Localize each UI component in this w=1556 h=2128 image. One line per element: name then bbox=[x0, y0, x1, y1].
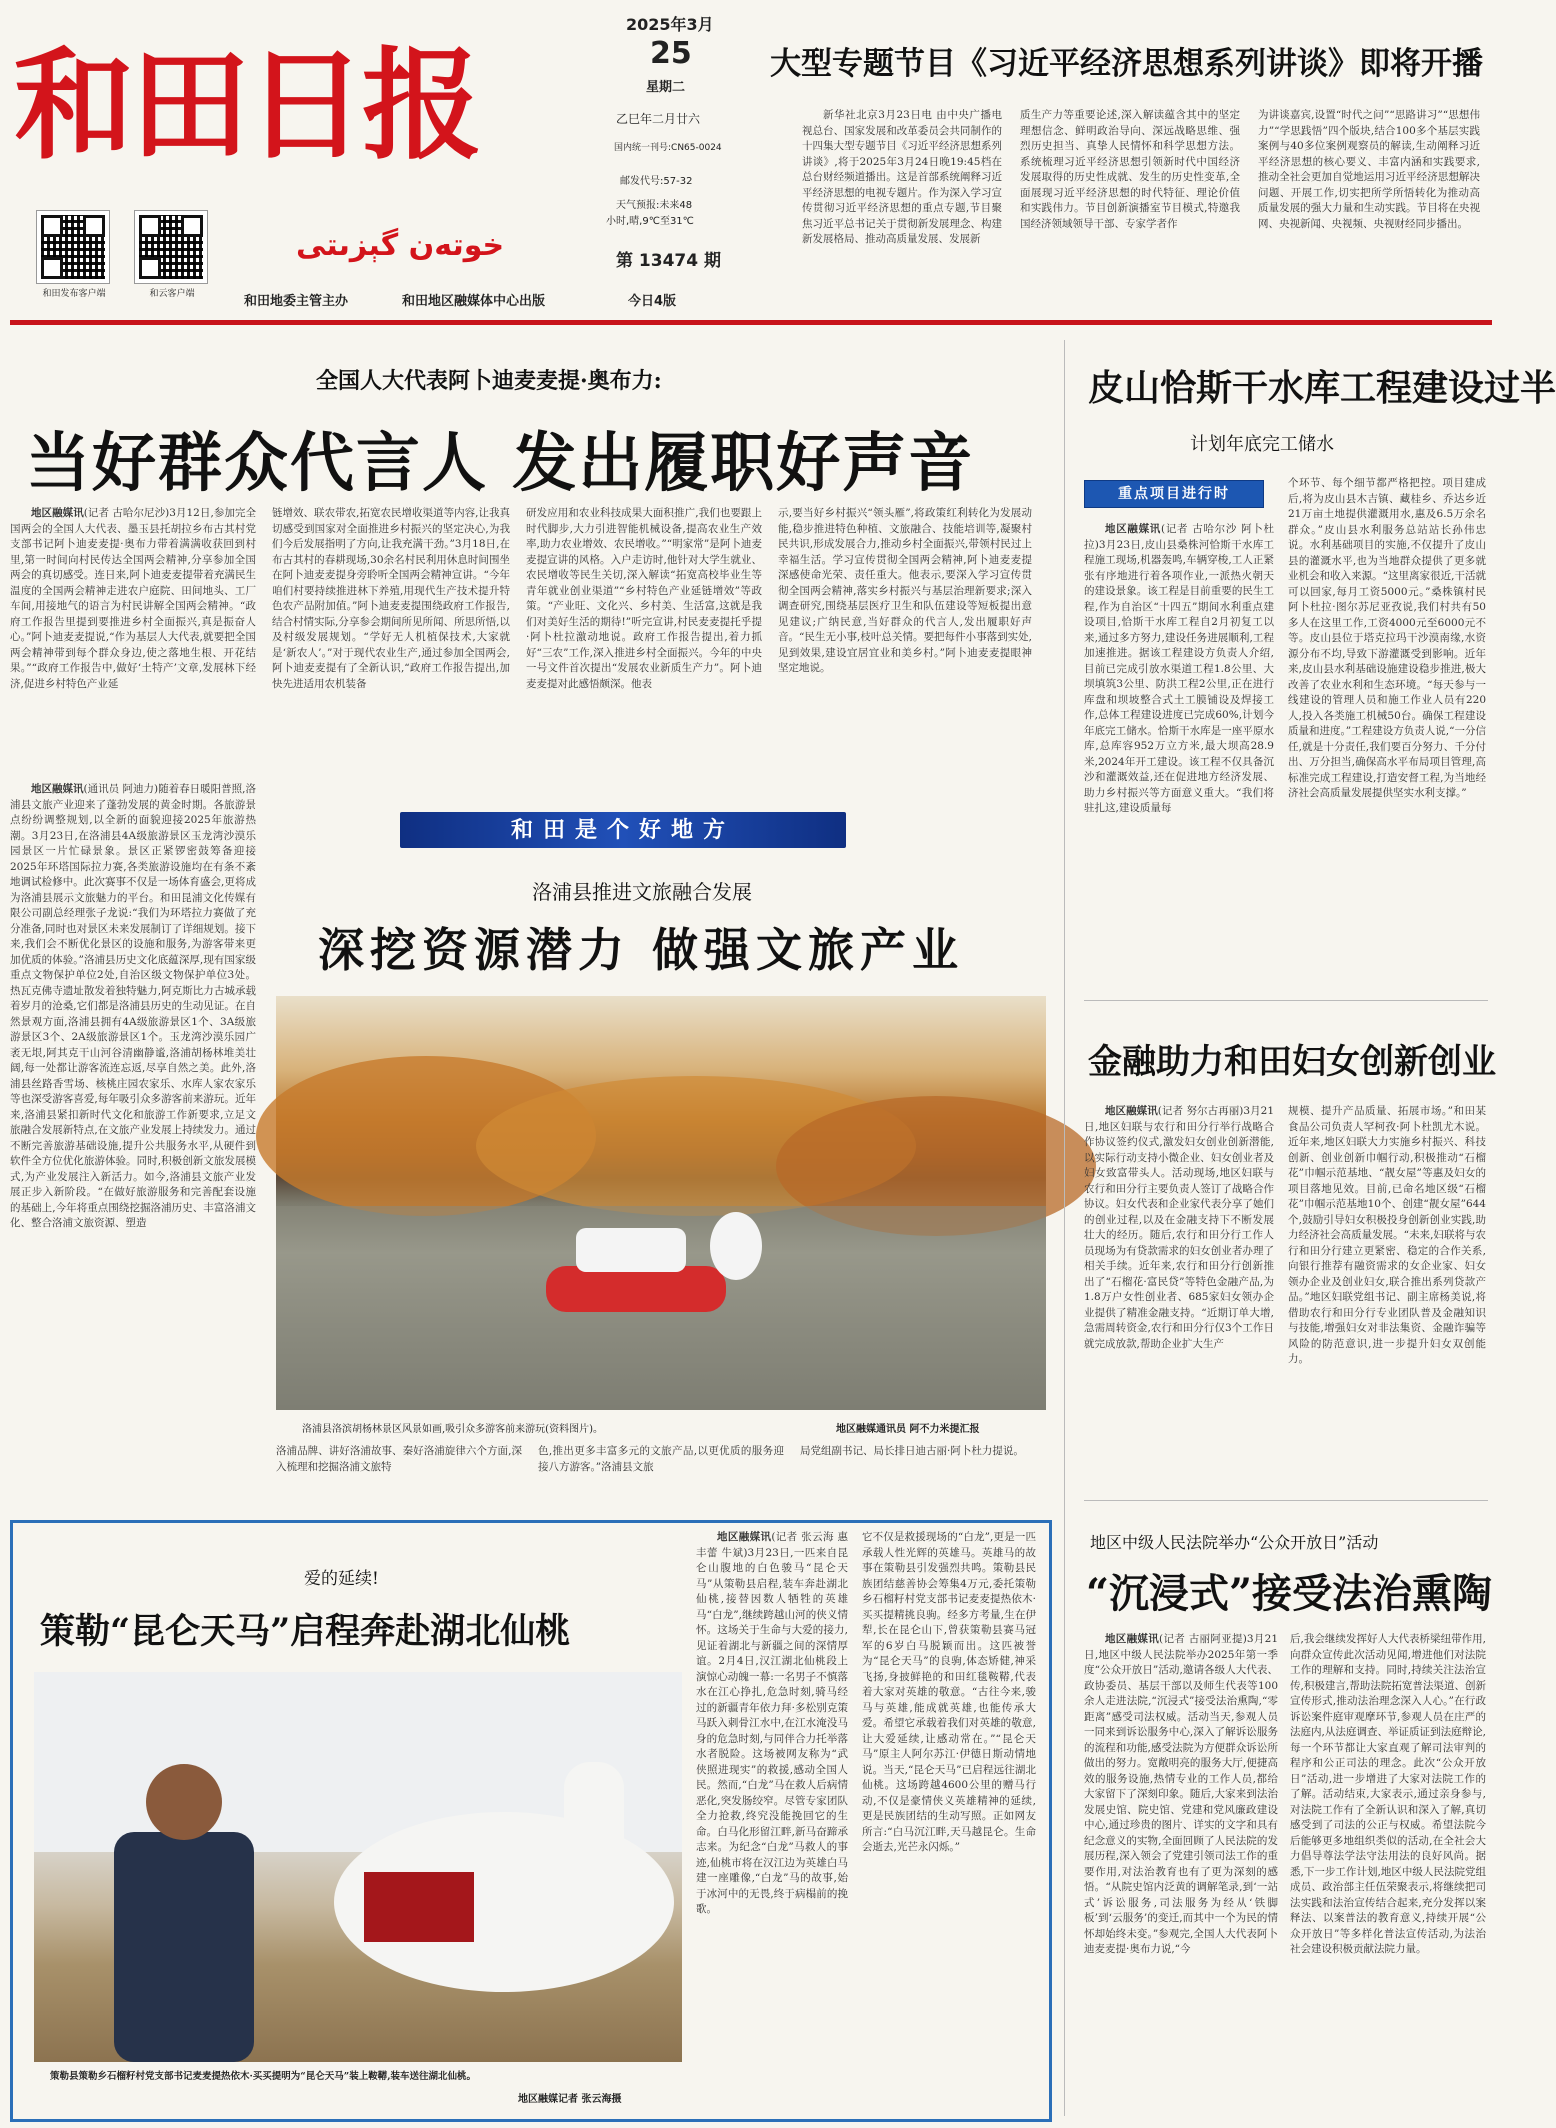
banner-text: 和田是个好地方 bbox=[510, 817, 735, 843]
article1-col4: 示,要当好乡村振兴“领头雁”,将政策红利转化为发展动能,稳步推进特色种植、文旅融合、技能培训等,凝聚村民共识,形成发展合力,推动乡村全面振兴,带领村民过上幸福生活。学习宣传贯彻全国两会精神,阿卜迪麦麦提深感使命光荣、责任重大。他表示,要深入学习宣传贯彻全国两会精神,落实乡村振兴与基层治理新要求;深入调查研究,围绕基层医疗卫生和队伍建设等短板提出意见建议;广纳民意,当好群众的代言人,发出履职好声音。“民生无小事,枝叶总关情。要把每件小事落到实处,见到效果,建设宜居宜业和美乡村。”阿卜迪麦麦提眼神坚定地说。 bbox=[778, 507, 1032, 674]
top-story-col2: 质生产力等重要论述,深入解读蕴含其中的坚定理想信念、鲜明政治导向、深远战略思维、强烈历史担当、真挚人民情怀和科学思想方法。系统梳理习近平经济思想引领新时代中国经济发展取得的历史性成就、发生的历史性变革,全面展现习近平经济思想的时代特征、理论价值和实践伟力。节目创新演播室节目模式,特邀我国经济领域领导干部、专家学者作 bbox=[1020, 109, 1240, 230]
top-story-col1: 新华社北京3月23日电 由中央广播电视总台、国家发展和改革委员会共同制作的十四集大型专题节目《习近平经济思想系列讲谈》,将于2025年3月24日晚19:45档在总台财经频道播出。这是首部系统阐释习近平经济思想的电视专题片。作为深入学习宣传贯彻习近平经济思想的重点专题,节目聚焦习近平总书记关于贯彻新发展理念、构建新发展格局、推动高质量发展、发展新 bbox=[802, 109, 1002, 245]
article5-kicker: 爱的延续! bbox=[304, 1569, 379, 1589]
article2-photo-caption: 洛浦县洛滨胡杨林景区风景如画,吸引众多游客前来游玩(资料图片)。 bbox=[302, 1424, 603, 1435]
cele-horse-illustration bbox=[34, 1672, 682, 2062]
article3-subhead: 计划年底完工储水 bbox=[1190, 434, 1334, 455]
masthead-divider bbox=[10, 320, 1492, 325]
article4-col2: 规模、提升产品质量、拓展市场。”和田某食品公司负责人罕柯孜·阿卜杜凯尤木说。近年来,地区妇联大力实施乡村振兴、科技创新、创业创新巾帼行动,积极推动“石榴花”巾帼示范基地、“靓女屋”等惠及妇女的项目落地见效。目前,已命名地区级“石榴花”巾帼示范基地10个、创建“靓女屋”644个,鼓励引导妇女积极投身创新创业实践,助力经济社会高质量发展。“未来,妇联将与农行和田分行建立更紧密、稳定的合作关系,向银行推荐有融资需求的女企业家、妇女领办企业及创业妇女,联合推出系列贷款产品。”地区妇联党组书记、副主席杨美说,将借助农行和田分行专业团队普及金融知识与技能,增强妇女对非法集资、金融诈骗等风险的防范意识,进一步提升妇女双创能力。 bbox=[1288, 1105, 1486, 1365]
article4-col1: 地区融媒讯(记者 努尔古再丽)3月21日,地区妇联与农行和田分行举行战略合作协议签约仪式,激发妇女创业创新潜能,以实际行动支持小微企业、妇女创业者及妇女致富带头人。活动现场,地区妇联与农行和田分行主要负责人签订了战略合作协议。妇女代表和企业家代表分享了她们的创业过程,以及在金融支持下不断发展壮大的经历。随后,农行和田分行工作人员现场为有贷款需求的妇女创业者办理了相关手续。近年来,农行和田分行创新推出了“石榴花·富民贷”等特色金融产品,为1.8万户女性创业者、685家妇女领办企业提供了精准金融支持。“近期订单大增,急需周转资金,农行和田分行仅3个工作日就完成放款,帮助企业扩大生产 bbox=[1084, 1105, 1275, 1350]
right-column-divider bbox=[1064, 340, 1065, 2116]
masthead-uyghur: خوتەن گېزىتى bbox=[296, 228, 505, 263]
sponsor-2: 和田地区融媒体中心出版 bbox=[402, 294, 546, 309]
weather-label: 天气预报:未来48 bbox=[616, 200, 693, 211]
qr-code-hetian-fabu bbox=[36, 210, 110, 284]
cn-number: 国内统一刊号:CN65-0024 bbox=[614, 143, 722, 153]
article1-headline[interactable]: 当好群众代言人 发出履职好声音 bbox=[26, 426, 975, 501]
article3-col2: 个环节、每个细节都严格把控。项目建成后,将为皮山县木吉镇、藏桂乡、乔达乡近21万亩土地提供灌溉用水,惠及6.5万余名群众。”皮山县水利服务总站站长孙伟忠说。水利基础项目的实施,不仅提升了皮山县的灌溉水平,也为当地群众提供了更多就业机会和收入来源。“这里离家很近,干活就可以回家,每月工资5000元。”桑株镇村民阿卜杜拉·图尔苏尼亚孜说,我们村共有50多人在这里工作,工资4000元至6000元不等。皮山县位于塔克拉玛干沙漠南缘,水资源分布不均,导致下游灌溉受到影响。近年来,皮山县水利基础设施建设稳步推进,极大改善了农业水利和生态环境。“每天参与一线建设的管理人员和施工作业人员有220人,投入各类施工机械50台。确保工程建设质量和进度。”工程建设方负责人说,“一分信任,就是十分责任,我们要百分努力、千分付出、万分担当,确保高水平布局项目管理,高标准完成工程建设,打造安督工程,为当地经济社会高质量发展提供坚实水利支撑。” bbox=[1288, 477, 1486, 799]
pages-today: 今日4版 bbox=[628, 294, 677, 309]
article2-headline[interactable]: 深挖资源潜力 做强文旅产业 bbox=[318, 923, 965, 977]
cele-horse-photo bbox=[34, 1672, 682, 2062]
article3-tag-text: 重点项目进行时 bbox=[1118, 486, 1230, 502]
qr-label-1: 和田发布客户端 bbox=[42, 289, 106, 299]
section-rule-1 bbox=[1084, 1000, 1488, 1001]
top-story-headline[interactable]: 大型专题节目《习近平经济思想系列讲谈》即将开播 bbox=[770, 46, 1483, 82]
qr-code-heyun bbox=[134, 210, 208, 284]
article3-col1: 地区融媒讯(记者 古哈尔沙 阿卜杜拉)3月23日,皮山县桑株河恰斯干水库工程施工现场,机器轰鸣,车辆穿梭,工人正紧张有序地进行着各项作业,一派热火朝天的建设景象。该工程是目前重要的民生工程,作为自治区“十四五”期间水利重点建设项目,恰斯干水库工程自2月初复工以来,通过多方努力,建设任务进展顺利,工程加速推进。据该工程建设方负责人介绍,目前已完成引放水渠道工程1.8公里、大坝填筑3公里、防洪工程2公里,正在进行库盘和坝坡整合式土工膜铺设及焊接工作,总体工程建设进度已完成60%,计划今年底完工储水。恰斯干水库是一座平原水库,总库容952万立方米,最大坝高28.9米,2024年开工建设。该工程不仅具备沉沙和灌溉效益,还在促进地方经济发展、助力乡村振兴等方面意义重大。“我们将驻扎这,建设质量每 bbox=[1084, 523, 1274, 814]
article2-photo-credit: 地区融媒通讯员 阿不力米提汇报 bbox=[836, 1424, 980, 1435]
article5-headline[interactable]: 策勒“昆仑天马”启程奔赴湖北仙桃 bbox=[40, 1611, 571, 1652]
article1-col3: 研发应用和农业科技成果大面积推广,我们也要跟上时代脚步,大力引进智能机械设备,提高农业生产效率,助力农业增效、农民增收。”“明家常”是阿卜迪麦麦提宣讲的风格。入户走访时,他针对大学生就业、农民增收等民生关切,深入解读“拓宽高校毕业生等青年就业创业渠道”“乡村特色产业延链增效”等政策。“产业旺、文化兴、乡村美、生活富,这就是我们对美好生活的期待!”听完宣讲,村民麦麦提托乎提·阿卜杜拉激动地说。政府工作报告提出,着力抓好“三农”工作,深入推进乡村全面振兴。今年的中央一号文件首次提出“发展农业新质生产力”。阿卜迪麦麦提对此感悟颇深。他表 bbox=[526, 507, 762, 690]
date-year-month: 2025年3月 bbox=[626, 15, 714, 34]
article6-kicker: 地区中级人民法院举办“公众开放日”活动 bbox=[1090, 1533, 1379, 1552]
article2-kicker: 洛浦县推进文旅融合发展 bbox=[532, 880, 752, 904]
date-day: 25 bbox=[650, 36, 692, 71]
article1-col1: 地区融媒讯(记者 古哈尔尼沙)3月12日,参加完全国两会的全国人大代表、墨玉县托胡拉乡布古其村党支部书记阿卜迪麦麦提·奥布力带着满满收获回到村里,第一时间向村民传达全国两会精神,分享参加全国两会的真切感受。连日来,阿卜迪麦麦提带着充满民生温度的全国两会精神走进农户庭院、田间地头、工厂车间,用接地气的语言为村民讲解全国两会精神。“政府工作报告里提到要推进乡村全面振兴,真是振奋人心。”阿卜迪麦麦提说,“作为基层人大代表,就要把全国两会精神带到每个群众身边,使之落地生根、开花结果。”“政府工作报告中,做好‘土特产’文章,发展林下经济,促进乡村特色产业延 bbox=[10, 507, 256, 690]
article2-bottom-col2: 色,推出更多丰富多元的文旅产品,以更优质的服务迎接八方游客。”洛浦县文旅 bbox=[538, 1445, 784, 1473]
postal-code: 邮发代号:57-32 bbox=[620, 176, 693, 187]
article5-col2: 它不仅是救援现场的“白龙”,更是一匹承载人性光辉的英雄马。英雄马的故事在策勒县引发强烈共鸣。策勒县民族团结慈善协会筹集4万元,委托策勒乡石榴籽村党支部书记麦麦提热依木·买买提精挑良驹。经多方考量,生在伊犁,长在昆仑山下,曾获策勒县赛马冠军的6岁白马脱颖而出。这匹被誉为“昆仑天马”的良驹,体态矫健,神采飞扬,身披鲜艳的和田红毯鞍鞯,代表着大家对英雄的敬意。“古往今来,骏马与英雄,能成就英雄,也能传承大爱。希望它承载着我们对英雄的敬意,让大爱延续,让感动常在。”“昆仑天马”原主人阿尔苏江·伊德日斯动情地说。当天,“昆仑天马”已启程远往湖北仙桃。这场跨越4600公里的赠马行动,不仅是豪情侠义英雄精神的延续,更是民族团结的生动写照。正如网友所言:“白马沉江畔,天马越昆仑。生命会逝去,光芒永闪烁。” bbox=[862, 1531, 1036, 1853]
article6-headline[interactable]: “沉浸式”接受法治熏陶 bbox=[1086, 1570, 1493, 1617]
top-story-col3: 为讲谈嘉宾,设置“时代之问”“思路讲习”“思想伟力”“学思践悟”四个版块,结合100多个基层实践案例与40多位案例观察员的解读,生动阐释习近平经济思想的核心要义、丰富内涵和实践要求,推动全社会更加自觉地运用习近平经济思想解决问题、开展工作,切实把所学所悟转化为推动高质量发展的强大力量和生动实践。节目将在央视网、央视新闻、央视频、央视财经同步播出。 bbox=[1258, 109, 1480, 230]
article1-kicker: 全国人大代表阿卜迪麦麦提·奥布力: bbox=[316, 368, 662, 394]
article3-tag bbox=[1084, 480, 1264, 508]
article2-bottom-col3: 局党组副书记、局长排日迪古丽·阿卜杜力提说。 bbox=[800, 1445, 1024, 1457]
banner-haoddifang bbox=[400, 812, 846, 848]
weekday: 星期二 bbox=[646, 80, 686, 95]
lunar-date: 乙巳年二月廿六 bbox=[616, 112, 701, 126]
luopu-lake-illustration bbox=[276, 996, 1046, 1410]
article4-headline[interactable]: 金融助力和田妇女创新创业 bbox=[1088, 1042, 1496, 1082]
luopu-lake-photo bbox=[276, 996, 1046, 1410]
section-rule-2 bbox=[1084, 1500, 1488, 1501]
issue-number: 第 13474 期 bbox=[616, 251, 721, 271]
article5-col1: 地区融媒讯(记者 张云海 惠丰蕾 牛斌)3月23日,一匹来自昆仑山腹地的白色骏马“昆仑天马”从策勒县启程,装车奔赴湖北仙桃,接替因数人牺牲的英雄马“白龙”,继续跨越山河的侠义情怀。这场关于生命与大爱的接力,见证着湖北与新疆之间的深情厚谊。2月4日,汉江湖北仙桃段上演惊心动魄一幕:一名男子不慎落水在江心挣扎,危急时刻,骑马经过的新疆青年依力拜·多松别克策马跃入刺骨江水中,在江水淹没马身的危急时刻,与同伴合力托举落水者脱险。这场被网友称为“武侠照进现实”的救援,感动全国人民。然而,“白龙”马在救人后病情恶化,突发肠绞窄。尽管专家团队全力抢救,终究没能挽回它的生命。白马化形留江畔,新马奋蹄承志来。为纪念“白龙”马救人的事迹,仙桃市将在汉江边为英雄白马建一座雕像,“白龙”马的故事,始于冰河中的无畏,终于病榻前的挽歌。 bbox=[696, 1531, 849, 1915]
article6-col1: 地区融媒讯(记者 古丽阿亚提)3月21日,地区中级人民法院举办2025年第一季度“公众开放日”活动,邀请各级人大代表、政协委员、基层干部以及师生代表等100余人走进法院,“沉浸式”接受法治熏陶,“零距离”感受司法权威。活动当天,参观人员一同来到诉讼服务中心,深入了解诉讼服务的流程和功能,感受法院为方便群众诉讼所做出的努力。宽敞明亮的服务大厅,便捷高效的服务设施,热情专业的工作人员,都给大家留下了深刻印象。随后,大家来到法治发展史馆、院史馆、党建和党风廉政建设中心,通过珍贵的图片、详实的文字和具有纪念意义的实物,全面回顾了人民法院的发展历程,深入领会了党建引领司法工作的重要作用,对法治教育也有了更为深刻的感悟。“从院史馆内泛黄的调解笔录,到‘一站式’诉讼服务,司法服务为经从‘铁脚板’到‘云服务’的变迁,而其中一个为民的情怀却始终未变。”参观完,全国人大代表阿卜迪麦麦提·奥布力说,“今 bbox=[1084, 1633, 1279, 1955]
qr-label-2: 和云客户端 bbox=[149, 289, 195, 299]
article6-col2: 后,我会继续发挥好人大代表桥梁纽带作用,向群众宣传此次活动见闻,增进他们对法院工作的理解和支持。同时,持续关注法治宣传,积极建言,帮助法院拓宽普法渠道、创新宣传形式,推动法治理念深入人心。”在行政诉讼案件庭审观摩环节,参观人员在庄严的法庭内,从法庭调查、举证质证到法庭辩论,每一个环节都让大家直观了解司法审判的程序和公正司法的理念。此次“公众开放日”活动,进一步增进了大家对法院工作的了解。活动结束,大家表示,通过亲身参与,对法院工作有了全新认识和深入了解,真切感受到了司法的公正与权威。希望法院今后能够更多地组织类似的活动,在全社会大力倡导尊法学法守法用法的良好风尚。据悉,下一步工作计划,地区中级人民法院党组成员、政治部主任伍荣聚表示,将继续把司法实践和法治宣传结合起来,充分发挥以案释法、以案普法的教育意义,持续开展“公众开放日”等多样化普法宣传活动,为法治社会建设积极贡献法院力量。 bbox=[1290, 1633, 1486, 1955]
masthead-title: 和田日报 bbox=[14, 35, 478, 176]
article2-bottom-col1: 洛浦品牌、讲好洛浦故事、秦好洛浦旋律六个方面,深入梳理和挖掘洛浦文旅特 bbox=[276, 1445, 522, 1473]
sponsor-1: 和田地委主管主办 bbox=[244, 294, 349, 309]
article5-photo-caption: 策勒县策勒乡石榴籽村党支部书记麦麦提热依木·买买提明为“昆仑天马”装上鞍鞯,装车送往湖北仙桃。 bbox=[50, 2071, 477, 2082]
article2-left-col: 地区融媒讯(通讯员 阿迪力)随着春日暖阳普照,洛浦县文旅产业迎来了蓬勃发展的黄金时期。各旅游景点纷纷调整规划,以全新的面貌迎接2025年旅游热潮。3月23日,在洛浦县4A级旅游景区玉龙湾沙漠乐园景区一片忙碌景象。景区正紧锣密鼓筹备迎接2025年环塔国际拉力赛,各类旅游设施均在有条不紊地调试检修中。此次赛事不仅是一场体育盛会,更将成为洛浦县展示文旅魅力的平台。和田昆浦文化传媒有限公司副总经理张子龙说:“我们为环塔拉力赛做了充分准备,同时也对景区未来发展制订了详细规划。接下来,我们会不断优化景区的设施和服务,为游客带来更加优质的体验。”洛浦县历史文化底蕴深厚,现有国家级重点文物保护单位2处,自治区级文物保护单位3处。热瓦克佛寺遗址散发着独特魅力,阿克斯比力古城承载着岁月的沧桑,它们都是洛浦县历史的生动见证。在自然景观方面,洛浦县拥有4A级旅游景区1个、3A级旅游景区3个、2A级旅游景区1个。玉龙湾沙漠乐园广袤无垠,阿其克干山河谷清幽静谧,洛浦胡杨林堆美壮阔,每一处都让游客流连忘返,尽享自然之美。此外,洛浦县丝路香雪场、核桃庄园农家乐、水库人家农家乐等也深受游客喜爱,每年吸引众多游客前来游玩。近年来,洛浦县紧扣新时代文化和旅游工作新要求,立足文旅融合发展新特点,在文旅产业发展上持续发力。通过不断完善旅游基础设施,提升公共服务水平,从硬件到软件全方位优化旅游体验。同时,积极创新文旅发展模式,为产业发展注入新活力。如今,洛浦县文旅产业发展正步入新阶段。“在做好旅游服务和完善配套设施的基础上,今年将重点围绕挖掘洛浦历史、丰富洛浦文化、整合洛浦文旅资源、塑造 bbox=[10, 783, 256, 1229]
article1-col2: 链增效、联农带农,拓宽农民增收渠道等内容,让我真切感受到国家对全面推进乡村振兴的坚定决心,为我们今后发展指明了方向,让我充满干劲。”3月18日,在布古其村的春耕现场,30余名村民利用休息时间围坐在阿卜迪麦麦提身旁聆听全国两会精神宣讲。“今年咱们村要持续推进林下养殖,用现代生产技术提升特色农产品附加值。”阿卜迪麦麦提围绕政府工作报告,结合村情实际,分享参会期间所见所闻、所思所悟,以及村级发展规划。“学好无人机植保技术,大家就是‘新农人’。”对于现代农业生产,通过参加全国两会,阿卜迪麦麦提有了全新认识,“政府工作报告提出,加快先进适用农机装备 bbox=[272, 507, 510, 690]
article5-photo-credit: 地区融媒记者 张云海摄 bbox=[518, 2094, 622, 2105]
weather-detail: 小时,晴,9℃至31℃ bbox=[606, 216, 694, 227]
article3-headline[interactable]: 皮山恰斯干水库工程建设过半 bbox=[1088, 367, 1556, 409]
